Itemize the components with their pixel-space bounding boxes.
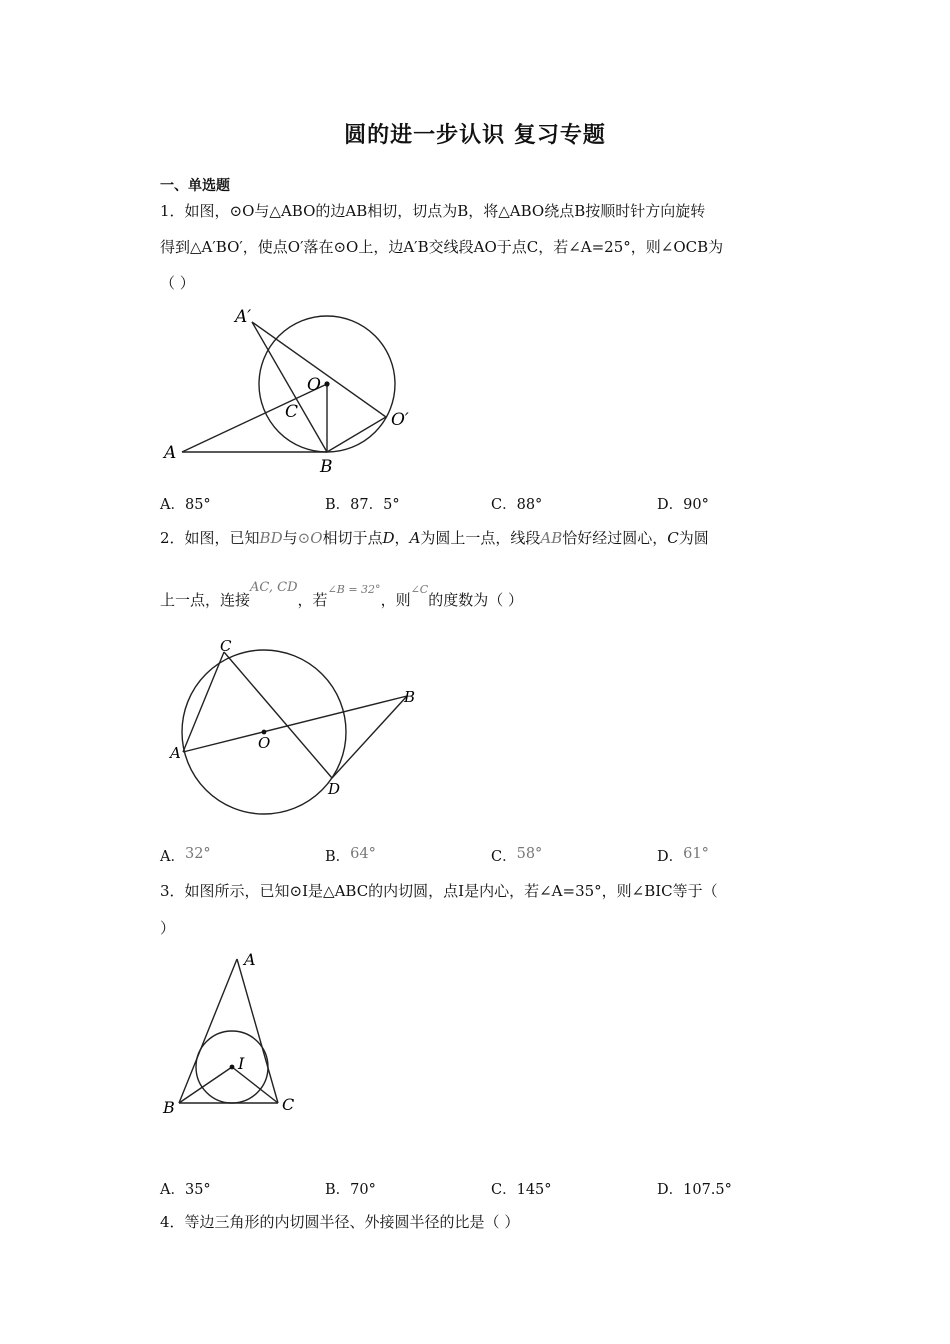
q1-label-o-prime: O′ (391, 410, 409, 430)
q2-option-a: A．32° (160, 846, 211, 865)
q3-option-a: A．35° (160, 1182, 211, 1198)
q2-segment-ab (183, 696, 407, 752)
q2-label-c: C (220, 637, 232, 655)
q1-point-o (324, 381, 329, 386)
q2-label-o: O (258, 734, 271, 752)
q1-line1: 1．如图，⊙O与△ABO的边AB相切，切点为B，将△ABO绕点B按顺时针方向旋转 (160, 202, 706, 220)
q1-label-o: O (307, 375, 321, 395)
q2-label-a: A (170, 744, 181, 762)
q3-figure (160, 945, 310, 1125)
q1-option-d: D．90° (657, 497, 709, 513)
q1-segment-a1o1 (252, 322, 386, 417)
q2-label-d: D (328, 780, 341, 798)
q2-line1: 2．如图，已知BD与⊙O相切于点D，A为圆上一点，线段AB恰好经过圆心，C为圆 (160, 529, 709, 547)
q3-option-c: C．145° (491, 1182, 552, 1198)
q1-label-c: C (285, 402, 299, 422)
q1-segment-ao (182, 384, 327, 452)
q3-point-i (230, 1065, 235, 1070)
q1-option-b: B．87．5° (325, 497, 400, 513)
page-title: 圆的进一步认识 复习专题 (344, 122, 606, 148)
q3-label-b: B (163, 1098, 175, 1117)
q3-line1: 3．如图所示，已知⊙I是△ABC的内切圆，点I是内心，若∠A=35°，则∠BIC等于（ (160, 882, 718, 900)
q3-line2: ） (160, 919, 176, 937)
q1-line2: 得到△A′BO′，使点O′落在⊙O上，边A′B交线段AO于点C，若∠A=25°，则∠OCB为 (160, 238, 724, 256)
q1-label-a: A (164, 443, 177, 463)
q3-label-c: C (282, 1095, 295, 1114)
q2-option-d: D．61° (657, 846, 709, 865)
q1-label-b: B (320, 457, 333, 477)
q2-option-c: C．58° (491, 846, 543, 865)
q3-option-b: B．70° (325, 1182, 376, 1198)
q3-segment-ac (237, 959, 278, 1103)
q3-option-d: D．107.5° (657, 1182, 732, 1198)
q1-line3: （ ） (160, 274, 195, 292)
q1-label-a-prime: A′ (235, 307, 252, 327)
q1-option-c: C．88° (491, 497, 543, 513)
q2-option-b: B．64° (325, 846, 376, 865)
section-heading: 一、单选题 (160, 178, 230, 194)
q1-segment-bo1 (327, 417, 386, 452)
q3-label-a: A (244, 950, 256, 969)
q1-figure (160, 300, 420, 480)
q2-line2: 上一点，连接AC, CD，若$^{\angle B = 32^\circ}$，则$^{\angle C}$的度数为（ ） (160, 580, 523, 609)
q3-label-i: I (238, 1054, 245, 1073)
q2-label-b: B (404, 688, 416, 706)
q2-segment-bd (332, 696, 407, 778)
q2-figure (160, 632, 430, 832)
q2-segment-cd (224, 652, 332, 778)
q2-segment-ac (183, 652, 224, 752)
q4-line1: 4．等边三角形的内切圆半径、外接圆半径的比是（ ） (160, 1213, 520, 1231)
q1-option-a: A．85° (160, 497, 211, 513)
